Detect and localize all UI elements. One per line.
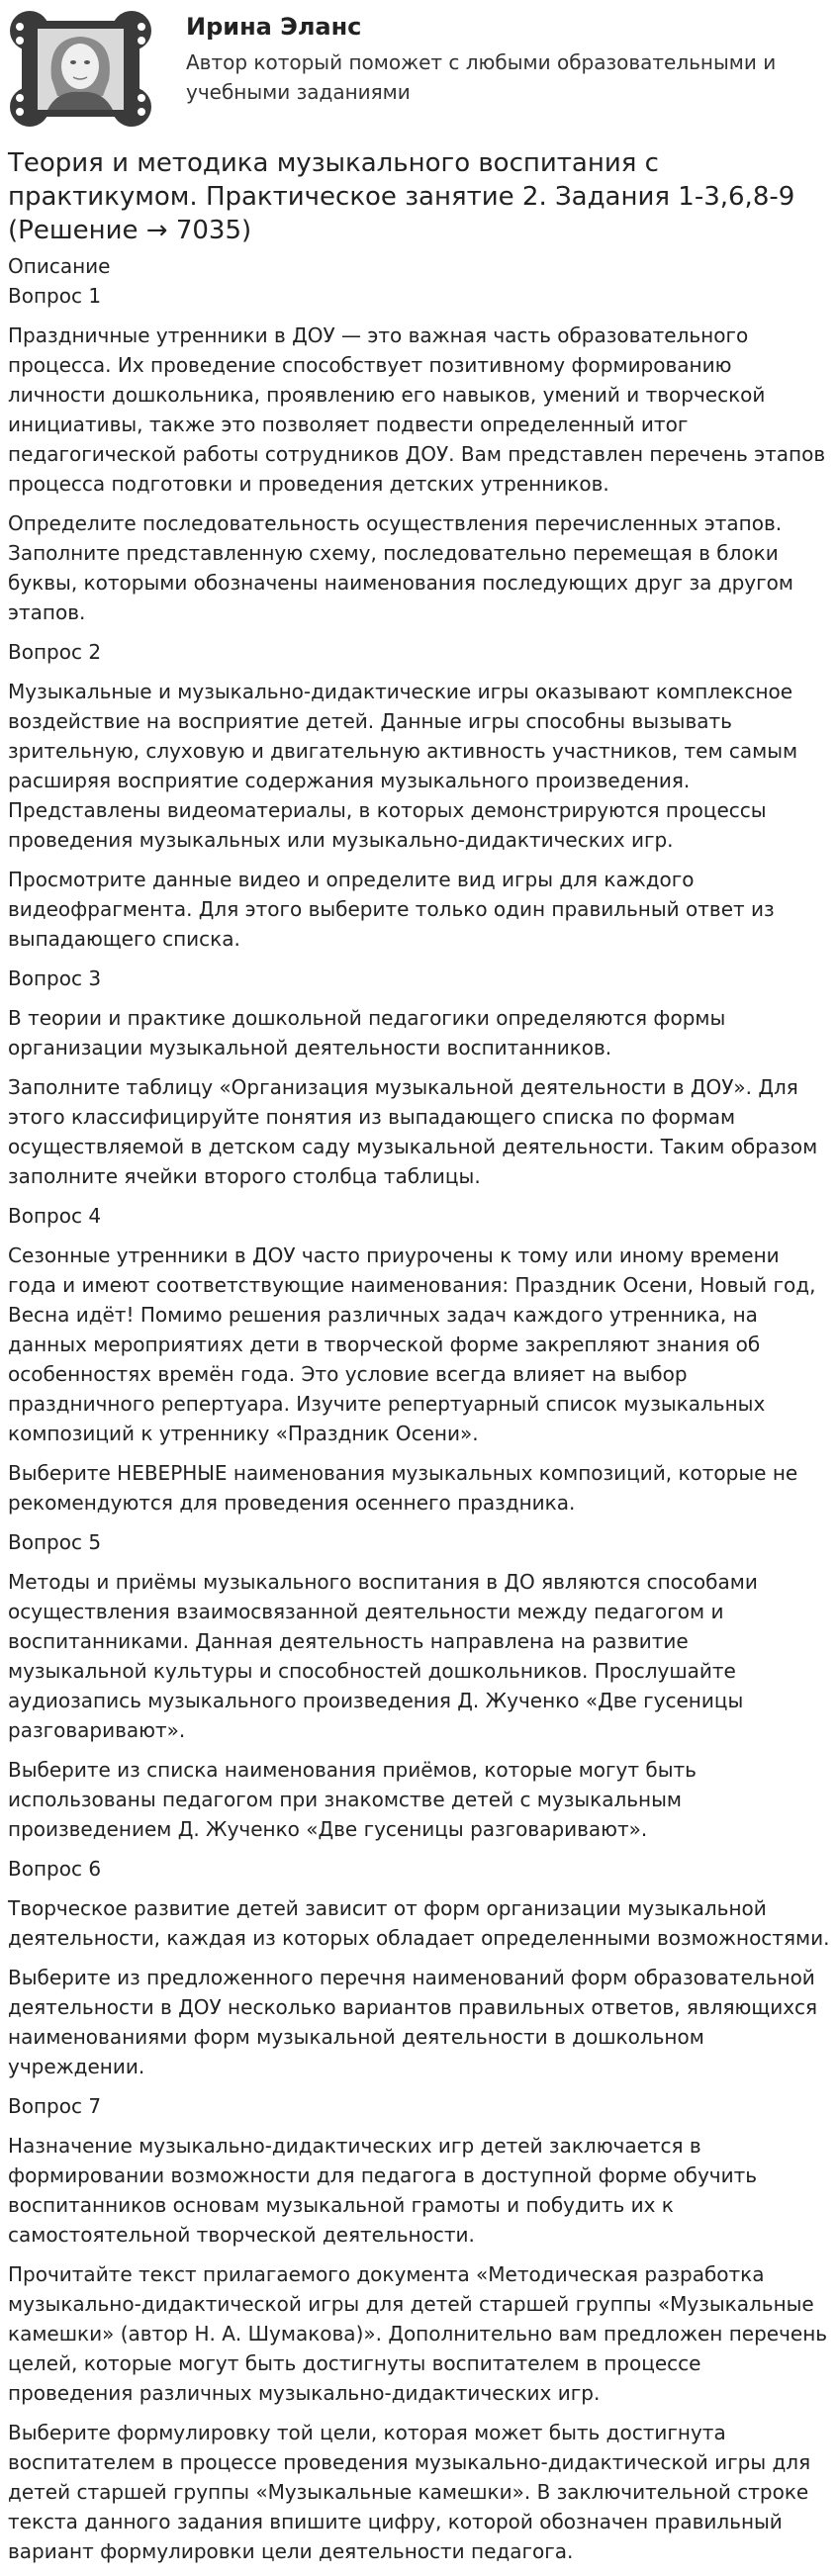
main-content <box>0 146 838 2566</box>
question-paragraph: Заполните таблицу «Организация музыкальной деятельности в ДОУ». Для этого классифицируйте понятия из выпадающего списка по формам осуществляемой в детском саду музыкальной деятельности. Таким образом заполните ячейки второго столбца таблицы. <box>8 1075 818 1188</box>
question-label: Вопрос 7 <box>8 2094 102 2118</box>
question-label: Вопрос 3 <box>8 966 102 990</box>
question-label: Вопрос 6 <box>8 1857 102 1881</box>
author-bio: Автор который поможет с любыми образовательными и учебными заданиями <box>186 50 777 104</box>
question-paragraph: Определите последовательность осуществления перечисленных этапов. Заполните представленную схему, последовательно перемещая в блоки буквы, которыми обозначены наименования последующих друг за другом этапов. <box>8 511 793 624</box>
question-block <box>8 1201 830 1518</box>
question-label: Вопрос 5 <box>8 1530 102 1554</box>
author-avatar[interactable] <box>8 9 153 129</box>
question-paragraph: Выберите из предложенного перечня наименований форм образовательной деятельности в ДОУ несколько вариантов правильных ответов, являющихся наименованиями форм музыкальной деятельности в дошкольном учреждении. <box>8 1966 818 2078</box>
question-label: Вопрос 1 <box>8 284 102 308</box>
author-card <box>0 0 838 133</box>
question-block <box>8 637 830 954</box>
question-block <box>8 281 830 627</box>
question-paragraph: Музыкальные и музыкально-дидактические игры оказывают комплексное воздействие на восприятие детей. Данные игры способны вызывать зрительную, слуховую и двигательную активность участников, тем самым расширяя восприятие содержания музыкального произведения. Представлены видеоматериалы, в которых демонстрируются процессы проведения музыкальных или музыкально-дидактических игр. <box>8 680 798 852</box>
questions-list <box>8 281 830 2566</box>
question-paragraph: Прочитайте текст прилагаемого документа «Методическая разработка музыкально-дидактической игры для детей старшей группы «Музыкальные камешки» (автор Н. А. Шумакова)». Дополнительно вам предложен перечень целей, которые могут быть достигнуты воспитателем в процессе проведения различных музыкально-дидактических игр. <box>8 2262 828 2405</box>
question-paragraph: Просмотрите данные видео и определите вид игры для каждого видеофрагмента. Для этого выберите только один правильный ответ из выпадающего списка. <box>8 868 775 951</box>
question-paragraph: Выберите НЕВЕРНЫЕ наименования музыкальных композиций, которые не рекомендуются для проведения осеннего праздника. <box>8 1461 798 1515</box>
question-paragraph: Назначение музыкально-дидактических игр детей заключается в формировании возможности для педагога в доступной форме обучить воспитанников основам музыкальной грамоты и побудить их к самостоятельной творческой деятельности. <box>8 2134 758 2247</box>
description-label: Описание <box>8 254 111 278</box>
question-block <box>8 2091 830 2566</box>
question-paragraph: Сезонные утренники в ДОУ часто приурочены к тому или иному времени года и имеют соответствующие наименования: Праздник Осени, Новый год, Весна идёт! Помимо решения различных задач каждого утренника, на данных мероприятиях дети в творческой форме закрепляют знания об особенностях времён года. Это условие всегда влияет на выбор праздничного репертуара. Изучите репертуарный список музыкальных композиций к утреннику «Праздник Осени». <box>8 1243 816 1445</box>
page-title: Теория и методика музыкального воспитания с практикумом. Практическое занятие 2. Задания 1-3,6,8-9 (Решение → 7035) <box>8 148 795 245</box>
question-paragraph: Методы и приёмы музыкального воспитания в ДО являются способами осуществления взаимосвязанной деятельности между педагогом и воспитанниками. Данная деятельность направлена на развитие музыкальной культуры и способностей дошкольников. Прослушайте аудиозапись музыкального произведения Д. Жученко «Две гусеницы разговаривают». <box>8 1570 758 1742</box>
question-paragraph: Выберите формулировку той цели, которая может быть достигнута воспитателем в процессе проведения музыкально-дидактической игры для детей старшей группы «Музыкальные камешки». В заключительной строке текста данного задания впишите цифру, которой обозначен правильный вариант формулировки цели деятельности педагога. <box>8 2421 811 2563</box>
question-block <box>8 1527 830 1844</box>
question-paragraph: Творческое развитие детей зависит от форм организации музыкальной деятельности, каждая из которых обладает определенными возможностями. <box>8 1896 830 1950</box>
question-block <box>8 1854 830 2081</box>
question-paragraph: Выберите из списка наименования приёмов, которые могут быть использованы педагогом при знакомстве детей с музыкальным произведением Д. Жученко «Две гусеницы разговаривают». <box>8 1758 697 1841</box>
question-label: Вопрос 4 <box>8 1204 102 1228</box>
question-paragraph: В теории и практике дошкольной педагогики определяются формы организации музыкальной деятельности воспитанников. <box>8 1006 726 1059</box>
question-block <box>8 964 830 1191</box>
question-label: Вопрос 2 <box>8 640 102 664</box>
film-frame-portrait-icon <box>8 9 153 129</box>
author-info <box>186 10 819 107</box>
author-name[interactable]: Ирина Эланс <box>186 13 362 41</box>
question-paragraph: Праздничные утренники в ДОУ — это важная часть образовательного процесса. Их проведение способствует позитивному формированию личности дошкольника, проявлению его навыков, умений и творческой инициативы, также это позволяет подвести определенный итог педагогической работы сотрудников ДОУ. Вам представлен перечень этапов процесса подготовки и проведения детских утренников. <box>8 323 826 496</box>
